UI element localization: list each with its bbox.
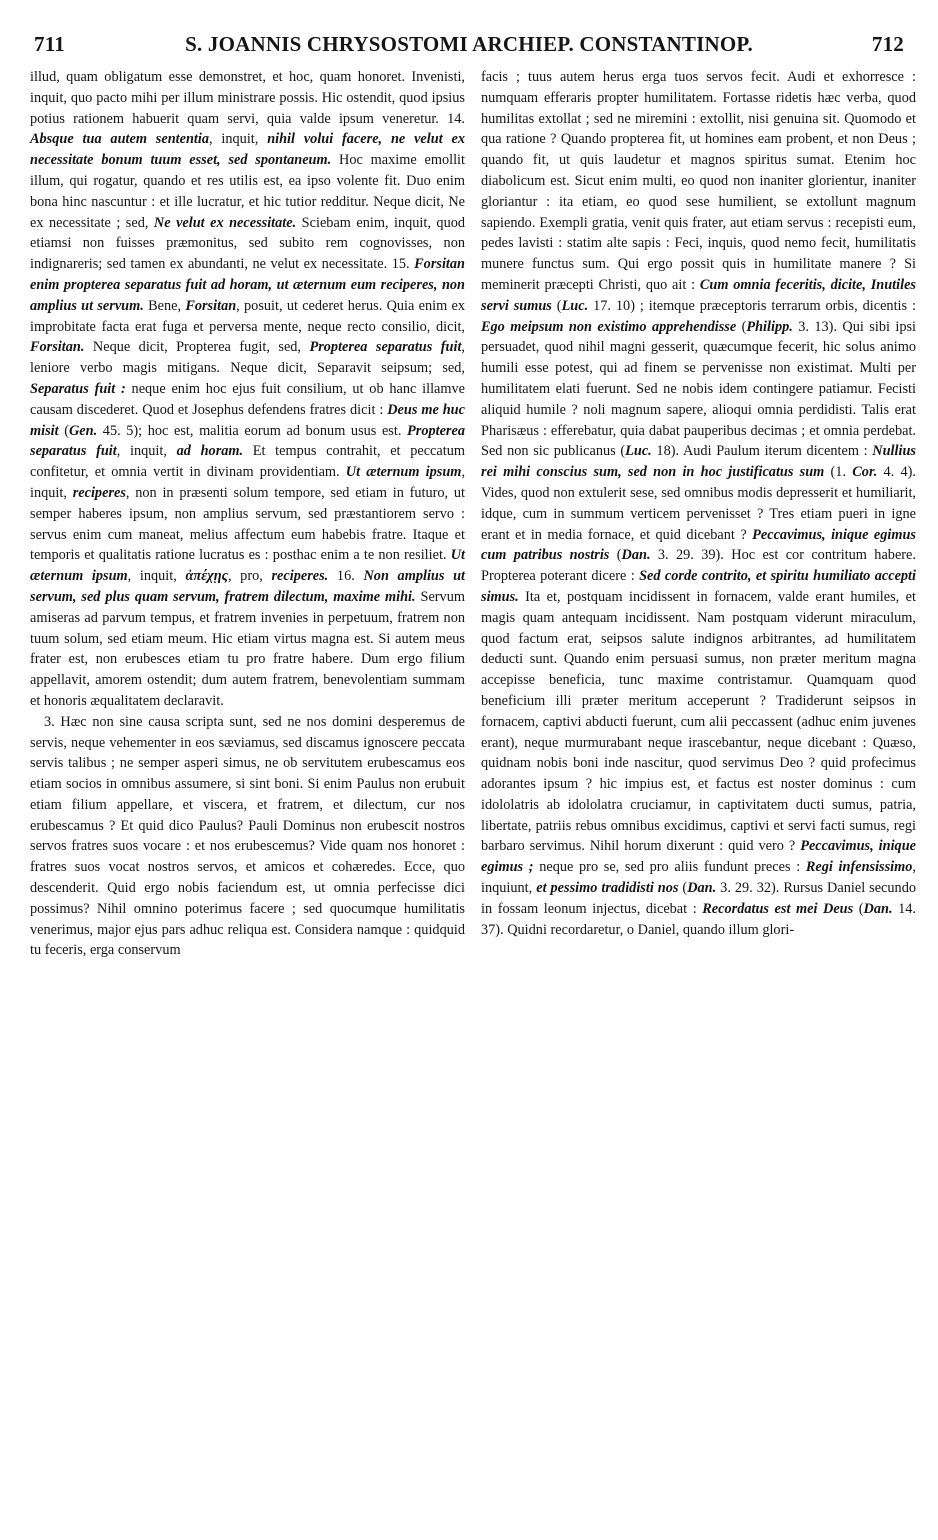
italic-quote: Regi infensissimo — [805, 859, 913, 876]
italic-quote: Forsitan — [185, 297, 237, 314]
page-number-right: 712 — [871, 32, 904, 56]
paragraph: illud, quam obligatum esse demonstret, et hoc, quam honoret. Invenisti, inquit, quo pacto mihi per illum ministrare possis. Hic ostendit, quod ipsius potius rationem habuerit quam servi, quia valde ipsum veneretur. 14. Absque tua autem sententia, inquit, nihil volui facere, ne velut ex necessitate bonum tuum esset, sed spontaneum. Hoc maxime emollit illum, qui rogatur, quando et res utilis est, ea ipso volente fit. Duo enim bona hinc nascuntur : et ille lucratur, et hic tutior redditur. Neque dicit, Ne ex necessitate ; sed, Ne velut ex necessitate. Sciebam enim, inquit, quod etiamsi non fuisses præmonitus, sed subito rem cognovisses, non indignareris; sed tamen ex abundanti, ne velut ex necessitate. 15. Forsitan enim propterea separatus fuit ad horam, ut æternum eum reciperes, non amplius ut servum. Bene, Forsitan, posuit, ut cederet herus. Quia enim ex improbitate facta erat fuga et perversa mente, neque recto consilio, dicit, Forsitan. Neque dicit, Propterea fugit, sed, Propterea separatus fuit, leniore verbo magis mitigans. Neque dicit, Separavit seipsum; sed, Separatus fuit : neque enim hoc ejus fuit consilium, ut ob hanc illamve causam discederet. Quod et Josephus defendens fratres dicit : Deus me huc misit (Gen. 45. 5); hoc est, malitia eorum ad bonum usus est. Propterea separatus fuit, inquit, ad horam. Et tempus contrahit, et peccatum confitetur, et omnia vertit in divinam providentiam. Ut æternum ipsum, inquit, reciperes, non in præsenti solum tempore, sed etiam in futuro, ut semper haberes ipsum, non amplius servum, sed præstantiorem servo : servus enim cum maneat, melius affectum eum habebis fratre. Itaque et temporis et qualitatis ratione lucratus es : posthac enim a te non resiliet. Ut æternum ipsum, inquit, ἀπέχῃς, pro, reciperes. 16. Non amplius ut servum, sed plus quam servum, fratrem dilectum, maxime mihi. Servum amiseras ad parvum tempus, et fratrem invenies in perpetuum, fratrem non tuum solum, sed etiam meum. Hic etiam virtus magna est. Si autem meus frater est, non erubesces etiam tu pro fratre habere. Dum ergo filium appellavit, amorem ostendit; dum autem fratrem, benevolentiam summam et honoris æqualitatem declaravit. — [30, 69, 466, 709]
italic-quote: Recordatus est mei Deus — [702, 900, 854, 917]
italic-quote: Ne velut ex necessitate. — [153, 214, 297, 231]
page-number-left: 711 — [34, 32, 65, 56]
italic-quote: Gen. — [68, 422, 98, 439]
italic-quote: Dan. — [863, 900, 893, 917]
italic-quote: nihil volui facere, ne velut ex necessitate bonum tuum esset, sed spontaneum. — [30, 131, 465, 169]
italic-quote: reciperes. — [271, 568, 329, 585]
italic-quote: Sed corde contrito, et spiritu humiliato accepti simus. — [481, 568, 917, 605]
italic-quote: Forsitan. — [30, 339, 85, 356]
italic-quote: Philipp. — [746, 318, 793, 335]
italic-quote: Nullius rei mihi conscius sum, sed non in hoc justificatus sum — [481, 443, 916, 481]
italic-quote: Propterea separatus fuit — [309, 339, 462, 356]
italic-quote: et pessimo tradidisti nos — [536, 880, 679, 897]
italic-quote: Propterea separatus fuit — [30, 422, 465, 460]
italic-quote: Cum omnia feceritis, dicite, Inutiles servi sumus — [481, 276, 916, 314]
italic-quote: reciperes — [72, 484, 126, 501]
italic-quote: Separatus fuit : — [30, 380, 126, 397]
italic-quote: Deus me huc misit — [30, 401, 465, 439]
paragraph-3: 3. Hæc non sine causa scripta sunt, sed ne nos domini desperemus de servis, neque vehementer in eos sæviamus, sed discamus ignoscere peccata servis talibus ; ne semper asperi simus, ne ob servitutem erubescamus eos etiam socios in omnibus assumere, si sint boni. Si enim Paulus non erubuit etiam filium appellare, et viscera, et fratrem, et dilectum, cur nos erubescamus ? Et quid dico Paulus? Pauli Dominus non erubescit nostros servos fratres suos vocare : et nos erubescemus? Vide quam nos honoret : fratres suos vocat nostros servos, et amicos et cohæredes. Ecce, quo descenderit. Quid ergo nobis faciendum est, ut omnia perfecisse dici possimus? Nihil omnino poterimus facere ; sed quocumque humilitatis venerimus, major ejus pars adhuc reliqua est. Considera namque : quidquid tu feceris, erga conservum — [30, 713, 465, 959]
italic-quote: Cor. — [852, 464, 878, 481]
italic-quote: Forsitan enim propterea separatus fuit ad horam, ut æternum eum reciperes, non amplius ut servum. — [30, 256, 465, 314]
italic-quote: Luc. — [561, 297, 589, 314]
right-column — [481, 67, 916, 940]
running-header — [34, 32, 904, 64]
italic-quote: Non amplius ut servum, sed plus quam servum, fratrem dilectum, maxime mihi. — [30, 568, 466, 605]
italic-quote: Dan. — [687, 880, 717, 897]
italic-quote: Ut æternum ipsum — [345, 464, 462, 481]
italic-quote: Ut æternum ipsum — [30, 547, 465, 585]
running-title: S. JOANNIS CHRYSOSTOMI ARCHIEP. CONSTANTINOP. — [185, 32, 753, 56]
italic-quote: ἀπέχῃς — [185, 568, 228, 585]
italic-quote: Absque tua autem sententia — [30, 131, 210, 148]
left-column — [30, 67, 465, 961]
italic-quote: Peccavimus, inique egimus cum patribus nostris — [481, 526, 916, 564]
italic-quote: Peccavimus, inique egimus ; — [481, 838, 916, 876]
italic-quote: Ego meipsum non existimo apprehendisse — [481, 318, 737, 335]
italic-quote: ad horam. — [176, 443, 244, 460]
paragraph: facis ; tuus autem herus erga tuos servos fecit. Audi et exhorresce : numquam efferaris propter humilitatem. Fortasse ridetis hæc verba, quod humilitas extollat ; sed ne miremini : extollit, nisi genuina sit. Quomodo et qua ratione ? Quando propterea fit, ut homines eam probent, et non Deus ; quando fit, ut quis laudetur et magnos spiritus sumat. Etenim hoc diabolicum est. Sicut enim multi, eo quod non inaniter glorientur, inaniter gloriantur : ita etiam, eo quod sese humilient, se extollunt magnum sapiendo. Exempli gratia, venit quis frater, aut etiam servus : recepisti eum, pedes lavisti : statim alte sapis : Feci, inquis, quod nemo fecit, humilitatis munere functus sum. Qui ergo possit quis in humilitate manere ? Si meminerit præcepti Christi, quo ait : Cum omnia feceritis, dicite, Inutiles servi sumus (Luc. 17. 10) ; itemque præceptoris terrarum orbis, dicentis : Ego meipsum non existimo apprehendisse (Philipp. 3. 13). Qui sibi ipsi persuadet, quod nihil magni gesserit, quæcumque fecerit, hic solus animo humili esse potest, qui ad finem se pervenisse non existimat. Multi per humilitatem elati fuerunt. Sed ne nobis idem contingere patiamur. Fecisti aliquid humile ? noli magnum sapere, alioqui omnia perdidisti. Talis erat Pharisæus : efferebatur, quia dabat pauperibus decimas ; et omnia perdebat. Sed non sic publicanus (Luc. 18). Audi Paulum iterum dicentem : Nullius rei mihi conscius sum, sed non in hoc justificatus sum (1. Cor. 4. 4). Vides, quod non extulerit sese, sed omnibus modis depresserit et humiliarit, idque, cum in summum verticem pervenisset ? Tres etiam pueri in igne erant et in media fornace, et quid dicebant ? Peccavimus, inique egimus cum patribus nostris (Dan. 3. 29. 39). Hoc est cor contritum habere. Propterea poterant dicere : Sed corde contrito, et spiritu humiliato accepti simus. Ita et, postquam incidissent in fornacem, valde erant humiles, et magis quam antequam incidissent. Nam postquam viderunt miraculum, quod factum erat, seipsos salute indignos arbitrantes, ad humilitatem deducti sunt. Quando enim persuasi sumus, non præter meritum magna accepisse beneficia, tunc maxime contristamur. Quamquam quod beneficium illi præter meritum acceperunt ? Tradiderunt seipsos in fornacem, captivi abducti fuerunt, cum alii peccassent (adhuc enim juvenes erant), neque murmurabant neque irascebantur, neque dicebant : Quæso, quidnam nobis boni inde nascitur, quod servimus Deo ? quid profecimus adorantes ipsum ? hic impius est, et factus est noster dominus : cum idololatris ab idololatra cruciamur, in captivitatem ducti sumus, patria, libertate, patriis rebus omnibus excidimus, captivi et servi facti sumus, regi barbaro servimus. Nihil horum dixerunt : quid vero ? Peccavimus, inique egimus ; neque pro se, sed pro aliis fundunt preces : Regi infensissimo, inquiunt, et pessimo tradidisti nos (Dan. 3. 29. 32). Rursus Daniel secundo in fossam leonum injectus, dicebat : Recordatus est mei Deus (Dan. 14. 37). Quidni recordaretur, o Daniel, quando illum glori- — [481, 69, 917, 938]
italic-quote: Dan. — [621, 547, 651, 564]
italic-quote: Luc. — [625, 443, 652, 460]
